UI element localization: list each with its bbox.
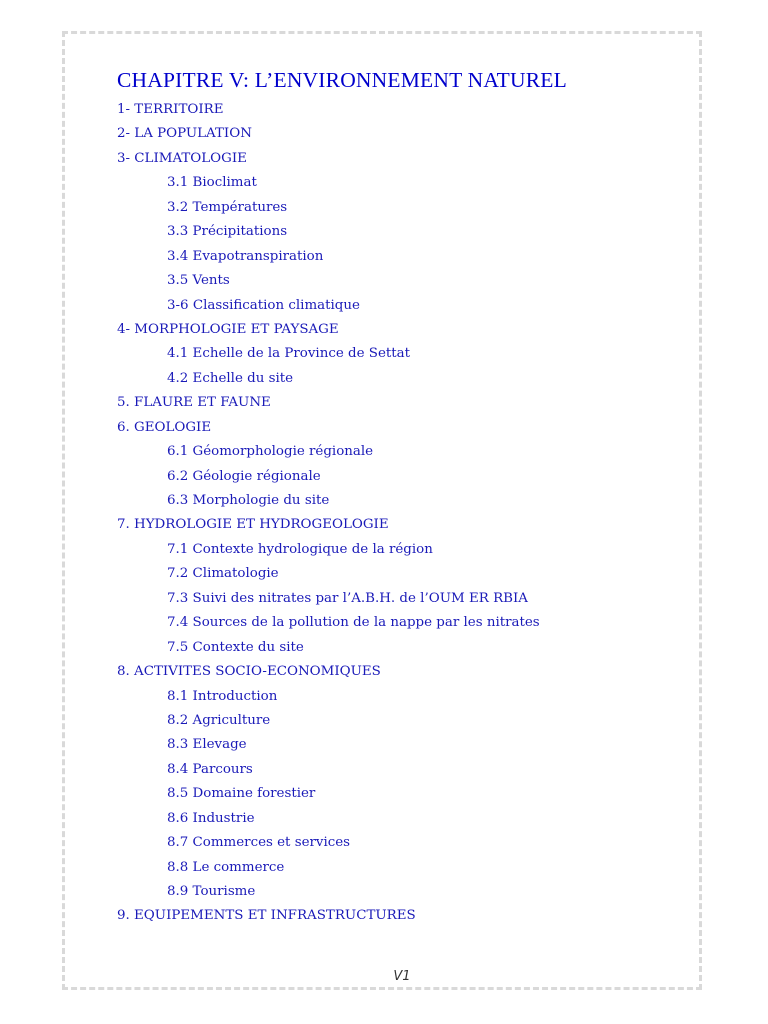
footer-version-label: V1 (393, 969, 411, 984)
toc-subsection-entry: 8.7 Commerces et services (167, 835, 351, 851)
chapter-title: CHAPITRE V: L’ENVIRONNEMENT NATUREL (117, 68, 567, 92)
toc-subsection-entry: 3.5 Vents (167, 273, 230, 289)
toc-subsection-entry: 8.2 Agriculture (167, 712, 271, 728)
toc-section-entry: 2- LA POPULATION (117, 126, 252, 142)
toc-section-entry: 1- TERRITOIRE (117, 102, 224, 117)
toc-section-entry: 5. FLAURE ET FAUNE (117, 395, 271, 411)
toc-subsection-entry: 7.1 Contexte hydrologique de la région (167, 541, 433, 557)
toc-subsection-entry: 8.4 Parcours (167, 761, 253, 777)
toc-section-entry: 7. HYDROLOGIE ET HYDROGEOLOGIE (117, 517, 389, 533)
toc-subsection-entry: 4.1 Echelle de la Province de Settat (167, 346, 410, 362)
toc-subsection-entry: 8.5 Domaine forestier (167, 786, 316, 802)
toc-subsection-entry: 7.5 Contexte du site (167, 639, 304, 655)
toc-subsection-entry: 3.3 Précipitations (167, 224, 288, 240)
toc-subsection-entry: 3.4 Evapotranspiration (167, 248, 324, 264)
toc-section-entry: 6. GEOLOGIE (117, 419, 212, 435)
table-of-contents (117, 98, 687, 929)
toc-subsection-entry: 3.1 Bioclimat (167, 175, 257, 191)
toc-subsection-entry: 8.6 Industrie (167, 810, 255, 826)
toc-section-entry: 4- MORPHOLOGIE ET PAYSAGE (117, 321, 339, 337)
toc-subsection-entry: 3-6 Classification climatique (167, 297, 360, 313)
page-footer (0, 969, 768, 984)
toc-subsection-entry: 7.4 Sources de la pollution de la nappe par les nitrates (167, 615, 540, 631)
toc-subsection-entry: 8.8 Le commerce (167, 859, 285, 875)
toc-section-entry: 8. ACTIVITES SOCIO-ECONOMIQUES (117, 664, 381, 680)
toc-subsection-entry: 7.3 Suivi des nitrates par l’A.B.H. de l’OUM ER RBIA (167, 590, 528, 606)
toc-subsection-entry: 4.2 Echelle du site (167, 370, 294, 386)
toc-subsection-entry: 7.2 Climatologie (167, 566, 279, 582)
toc-subsection-entry: 8.9 Tourisme (167, 884, 256, 899)
toc-subsection-entry: 3.2 Températures (167, 199, 288, 215)
toc-subsection-entry: 8.1 Introduction (167, 688, 278, 704)
toc-subsection-entry: 8.3 Elevage (167, 737, 247, 753)
toc-subsection-entry: 6.2 Géologie régionale (167, 468, 321, 484)
toc-subsection-entry: 6.3 Morphologie du site (167, 493, 330, 508)
toc-section-entry: 3- CLIMATOLOGIE (117, 150, 247, 166)
toc-section-entry: 9. EQUIPEMENTS ET INFRASTRUCTURES (117, 908, 416, 924)
toc-subsection-entry: 6.1 Géomorphologie régionale (167, 444, 374, 460)
